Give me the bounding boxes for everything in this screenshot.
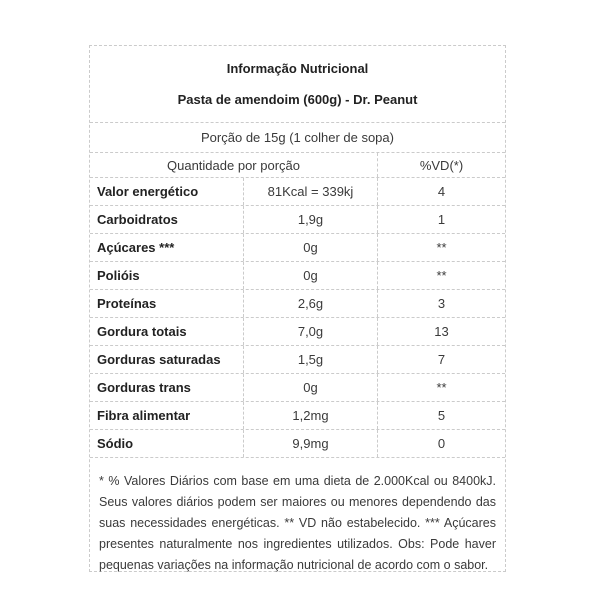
nutrient-amount: 0g xyxy=(244,234,378,261)
nutrient-dv: 0 xyxy=(437,436,446,451)
nutrient-amount: 1,2mg xyxy=(244,402,378,429)
serving-size-text: Porção de 15g (1 colher de sopa) xyxy=(201,130,394,145)
nutrient-amount: 1,9g xyxy=(244,206,378,233)
nutrient-dv: ** xyxy=(436,380,447,395)
nutrient-dv: 1 xyxy=(437,212,446,227)
table-row-gorduras-saturadas xyxy=(90,346,505,374)
nutrient-amount: 0g xyxy=(244,374,378,401)
nutrient-dv: 5 xyxy=(437,408,446,423)
nutrient-name: Valor energético xyxy=(90,178,244,205)
nutrient-dv: 4 xyxy=(437,184,446,199)
nutrient-amount: 2,6g xyxy=(244,290,378,317)
daily-values-footnote: * % Valores Diários com base em uma dieta de 2.000Kcal ou 8400kJ. Seus valores diários podem ser maiores ou menores dependendo das suas necessidades energéticas. ** VD não estabelecido. *** Açúcares presentes naturalmente nos ingredientes utilizados. Obs: Pode haver pequenas variações na informação nutricional de acordo com o sabor. xyxy=(99,474,496,572)
table-row-fibra-alimentar xyxy=(90,402,505,430)
nutrient-name: Sódio xyxy=(90,430,244,457)
nutrition-title-row xyxy=(90,46,505,123)
nutrient-name: Açúcares *** xyxy=(90,234,244,261)
column-header-vd: %VD(*) xyxy=(419,157,464,173)
nutrient-name: Carboidratos xyxy=(90,206,244,233)
nutrient-dv: ** xyxy=(436,268,447,283)
nutrient-amount: 7,0g xyxy=(244,318,378,345)
nutrient-name: Gorduras saturadas xyxy=(90,346,244,373)
table-row-poliois xyxy=(90,262,505,290)
nutrient-dv: 7 xyxy=(437,352,446,367)
nutrient-dv: ** xyxy=(436,240,447,255)
nutrient-name: Gordura totais xyxy=(90,318,244,345)
nutrition-label-table xyxy=(89,45,506,572)
table-row-carboidratos xyxy=(90,206,505,234)
nutrient-amount: 1,5g xyxy=(244,346,378,373)
table-row-sodio xyxy=(90,430,505,458)
column-header-quantity: Quantidade por porção xyxy=(90,153,378,177)
nutrient-amount: 9,9mg xyxy=(244,430,378,457)
nutrient-amount: 81Kcal = 339kj xyxy=(244,178,378,205)
column-header-row xyxy=(90,153,505,178)
nutrient-name: Gorduras trans xyxy=(90,374,244,401)
table-row-gordura-totais xyxy=(90,318,505,346)
table-row-proteinas xyxy=(90,290,505,318)
nutrient-name: Fibra alimentar xyxy=(90,402,244,429)
table-row-valor-energetico xyxy=(90,178,505,206)
nutrient-name: Polióis xyxy=(90,262,244,289)
product-name: Pasta de amendoim (600g) - Dr. Peanut xyxy=(177,91,418,107)
nutrient-dv: 3 xyxy=(437,296,446,311)
table-row-gorduras-trans xyxy=(90,374,505,402)
nutrient-dv: 13 xyxy=(434,324,449,339)
footnote-row xyxy=(90,458,505,576)
nutrition-title: Informação Nutricional xyxy=(226,60,369,76)
nutrient-amount: 0g xyxy=(244,262,378,289)
nutrient-name: Proteínas xyxy=(90,290,244,317)
serving-size-row xyxy=(90,123,505,153)
table-row-acucares xyxy=(90,234,505,262)
